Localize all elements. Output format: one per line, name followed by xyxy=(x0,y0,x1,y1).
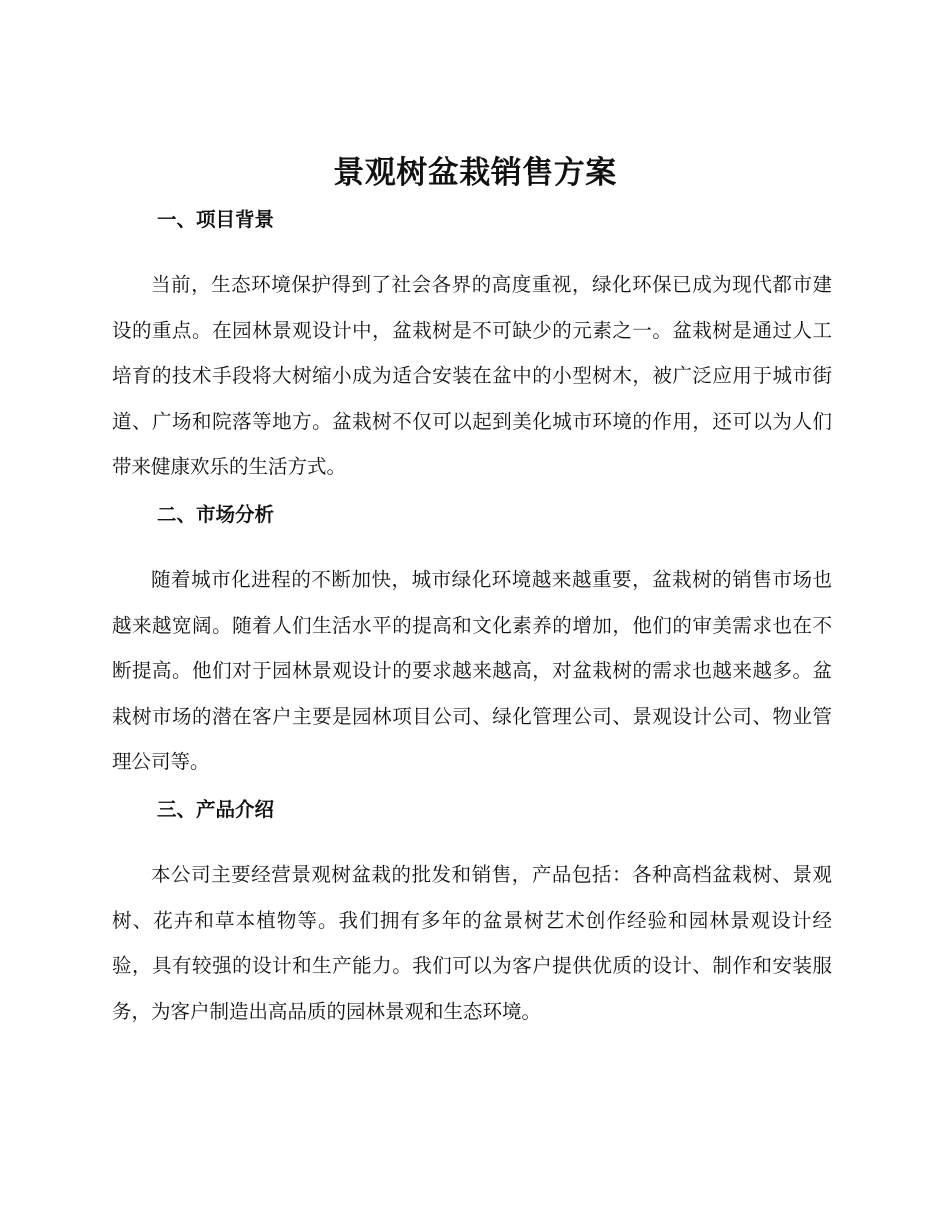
section-product-introduction xyxy=(112,795,832,1034)
section-heading: 一、项目背景 xyxy=(157,208,275,231)
section-heading: 二、市场分析 xyxy=(157,503,275,526)
section-project-background xyxy=(112,205,832,490)
section-heading: 三、产品介绍 xyxy=(157,798,275,821)
section-market-analysis xyxy=(112,500,832,785)
section-paragraph: 本公司主要经营景观树盆栽的批发和销售，产品包括：各种高档盆栽树、景观树、花卉和草本植物等。我们拥有多年的盆景树艺术创作经验和园林景观设计经验，具有较强的设计和生产能力。我们可以为客户提供优质的设计、制作和安装服务，为客户制造出高品质的园林景观和生态环境。 xyxy=(112,863,832,1023)
section-paragraph: 随着城市化进程的不断加快，城市绿化环境越来越重要，盆栽树的销售市场也越来越宽阔。随着人们生活水平的提高和文化素养的增加，他们的审美需求也在不断提高。他们对于园林景观设计的要求越来越高，对盆栽树的需求也越来越多。盆栽树市场的潜在客户主要是园林项目公司、绿化管理公司、景观设计公司、物业管理公司等。 xyxy=(112,568,832,774)
section-paragraph: 当前，生态环境保护得到了社会各界的高度重视，绿化环保已成为现代都市建设的重点。在园林景观设计中，盆栽树是不可缺少的元素之一。盆栽树是通过人工培育的技术手段将大树缩小成为适合安装在盆中的小型树木，被广泛应用于城市街道、广场和院落等地方。盆栽树不仅可以起到美化城市环境的作用，还可以为人们带来健康欢乐的生活方式。 xyxy=(112,273,832,479)
document-title: 景观树盆栽销售方案 xyxy=(333,155,617,191)
